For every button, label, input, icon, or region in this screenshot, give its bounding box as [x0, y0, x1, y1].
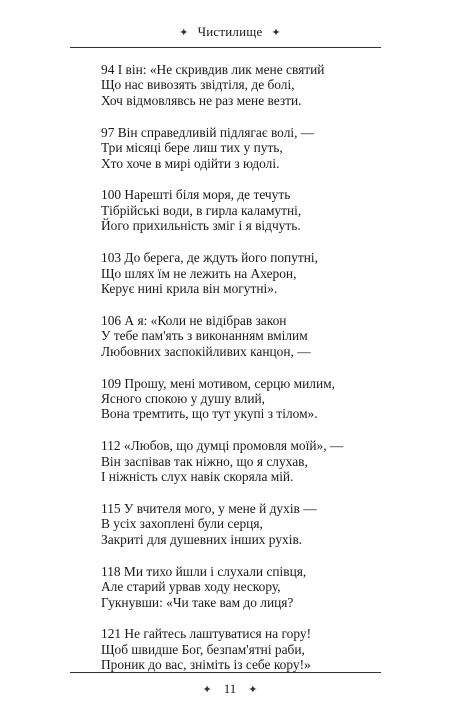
- verse-line: Хоч відмовлявсь не раз мене везти.: [101, 92, 302, 108]
- stanza-94: [101, 62, 381, 108]
- verse-line: 115 У вчителя мого, у мене й духів —: [101, 501, 317, 517]
- header-title: Чистилище: [197, 24, 263, 39]
- verse-line: Гукнувши: «Чи таке вам до лиця?: [101, 594, 294, 610]
- ornament-icon: ✦: [179, 26, 189, 39]
- stanza-97: [101, 125, 381, 171]
- poem-text: [101, 62, 381, 689]
- stanza-109: [101, 376, 381, 422]
- stanza-112: [101, 438, 381, 484]
- ornament-icon: ✦: [202, 683, 212, 696]
- footer-divider: [70, 672, 381, 673]
- verse-line: Він заспівав так ніжно, що я слухав,: [101, 453, 308, 469]
- verse-line: Хто хоче в мирі одійти з юдолі.: [101, 155, 280, 171]
- stanza-103: [101, 250, 381, 296]
- stanza-121: [101, 626, 381, 672]
- page-footer: [0, 681, 460, 697]
- verse-line: 100 Нарешті біля моря, де течуть: [101, 187, 291, 203]
- stanza-118: [101, 564, 381, 610]
- ornament-icon: ✦: [248, 683, 258, 696]
- verse-line: Керує нині крила він могутні».: [101, 280, 278, 296]
- verse-line: Тібрійські води, в гирла каламутні,: [101, 202, 302, 218]
- verse-line: І ніжність слух навік скоряла мій.: [101, 469, 294, 485]
- ornament-icon: ✦: [271, 26, 281, 39]
- verse-line: Любовних заспокійливих канцон, —: [101, 343, 311, 359]
- verse-line: Його прихильність зміг і я відчуть.: [101, 218, 301, 234]
- verse-line: Закриті для душевних інших рухів.: [101, 531, 303, 547]
- verse-line: Вона тремтить, що тут укупі з тілом».: [101, 406, 318, 422]
- stanza-106: [101, 313, 381, 359]
- verse-line: Проник до вас, зніміть із себе кору!»: [101, 657, 311, 673]
- verse-line: 103 До берега, де ждуть його попутні,: [101, 250, 319, 266]
- stanza-100: [101, 187, 381, 233]
- verse-line: Але старий урвав ходу нескору,: [101, 579, 281, 595]
- verse-line: Ясного спокою у душу влий,: [101, 391, 266, 406]
- verse-line: 97 Він справедливій підлягає волі, —: [101, 124, 315, 140]
- verse-line: 112 «Любов, що думці промовля моїй», —: [101, 438, 344, 454]
- verse-line: В усіх захоплені були серця,: [101, 516, 263, 532]
- verse-line: 118 Ми тихо йшли і слухали співця,: [101, 563, 307, 579]
- header-divider: [70, 47, 381, 48]
- stanza-115: [101, 501, 381, 547]
- verse-line: Що нас вивозять звідтіля, де болі,: [101, 77, 295, 93]
- verse-line: 106 А я: «Коли не відібрав закон: [101, 312, 287, 328]
- verse-line: Щоб швидше Бог, безпам'ятні раби,: [101, 641, 305, 657]
- verse-line: У тебе пам'ять з виконанням вмілим: [101, 328, 308, 344]
- page-number: 11: [223, 681, 237, 696]
- verse-line: Що шлях їм не лежить на Ахерон,: [101, 265, 297, 281]
- verse-line: Три місяці бере лиш тих у путь,: [101, 140, 283, 156]
- running-header: [0, 22, 460, 42]
- verse-line: 94 І він: «Не скривдив лик мене святий: [101, 62, 325, 77]
- verse-line: 121 Не гайтесь лаштуватися на гору!: [101, 626, 312, 642]
- verse-line: 109 Прошу, мені мотивом, серцю милим,: [101, 375, 335, 391]
